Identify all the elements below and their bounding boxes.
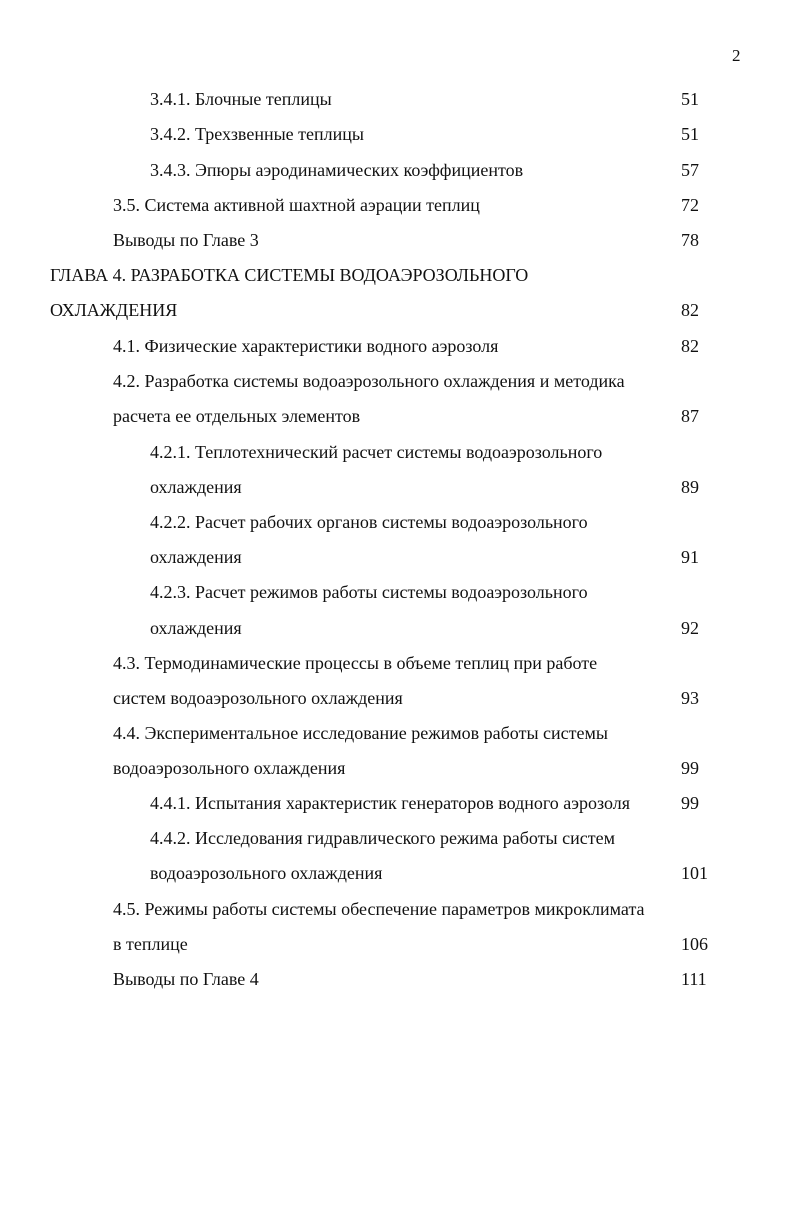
toc-page-4-4-1: 99	[681, 793, 699, 813]
toc-page-3-4-1: 51	[681, 89, 699, 109]
toc-chapter-4-title-line2: ОХЛАЖДЕНИЯ	[50, 300, 178, 320]
page-number: 2	[732, 46, 741, 65]
toc-page-conclusions-3: 78	[681, 230, 699, 250]
toc-entry-4-5-line1: 4.5. Режимы работы системы обеспечение параметров микроклимата	[113, 899, 645, 919]
toc-entry-4-2-2-line2: охлаждения	[150, 547, 242, 567]
toc-page-4-2-2: 91	[681, 547, 699, 567]
toc-entry-4-2-1-line2: охлаждения	[150, 477, 242, 497]
toc-entry-4-2-3-line2: охлаждения	[150, 618, 242, 638]
toc-entry-conclusions-4: Выводы по Главе 4	[113, 969, 259, 989]
toc-entry-3-5: 3.5. Система активной шахтной аэрации теплиц	[113, 195, 480, 215]
toc-entry-4-4-line2: водоаэрозольного охлаждения	[113, 758, 346, 778]
toc-page-4-4: 99	[681, 758, 699, 778]
toc-entry-4-2-1-line1: 4.2.1. Теплотехнический расчет системы водоаэрозольного	[150, 442, 603, 462]
toc-entry-3-4-3: 3.4.3. Эпюры аэродинамических коэффициентов	[150, 160, 524, 180]
toc-entry-4-4-1: 4.4.1. Испытания характеристик генераторов водного аэрозоля	[150, 793, 631, 813]
toc-page-4-4-2: 101	[681, 863, 708, 883]
toc-page-chapter-4: 82	[681, 300, 699, 320]
toc-entry-4-2-line2: расчета ее отдельных элементов	[113, 406, 361, 426]
toc-page-4-2-3: 92	[681, 618, 699, 638]
toc-chapter-4-title-line1: ГЛАВА 4. РАЗРАБОТКА СИСТЕМЫ ВОДОАЭРОЗОЛЬНОГО	[50, 265, 529, 285]
toc-entry-4-2-3-line1: 4.2.3. Расчет режимов работы системы водоаэрозольного	[150, 582, 588, 602]
toc-entry-4-1: 4.1. Физические характеристики водного аэрозоля	[113, 336, 499, 356]
toc-page-4-2-1: 89	[681, 477, 699, 497]
toc-entry-4-2-line1: 4.2. Разработка системы водоаэрозольного охлаждения и методика	[113, 371, 625, 391]
toc-entry-4-2-2-line1: 4.2.2. Расчет рабочих органов системы водоаэрозольного	[150, 512, 588, 532]
toc-page-4-3: 93	[681, 688, 699, 708]
toc-entry-4-3-line1: 4.3. Термодинамические процессы в объеме теплиц при работе	[113, 653, 598, 673]
toc-entry-4-3-line2: систем водоаэрозольного охлаждения	[113, 688, 403, 708]
toc-page-3-5: 72	[681, 195, 699, 215]
toc-page-4-2: 87	[681, 406, 699, 426]
toc-entry-3-4-1: 3.4.1. Блочные теплицы	[150, 89, 332, 109]
toc-entry-4-4-line1: 4.4. Экспериментальное исследование режимов работы системы	[113, 723, 608, 743]
toc-entry-conclusions-3: Выводы по Главе 3	[113, 230, 259, 250]
toc-entry-4-5-line2: в теплице	[113, 934, 188, 954]
toc-page-3-4-2: 51	[681, 124, 699, 144]
toc-page-3-4-3: 57	[681, 160, 699, 180]
toc-entry-4-4-2-line1: 4.4.2. Исследования гидравлического режима работы систем	[150, 828, 615, 848]
toc-entry-4-4-2-line2: водоаэрозольного охлаждения	[150, 863, 383, 883]
toc-page-conclusions-4: 111	[681, 969, 707, 989]
toc-page-4-1: 82	[681, 336, 699, 356]
toc-entry-3-4-2: 3.4.2. Трехзвенные теплицы	[150, 124, 364, 144]
toc-page-4-5: 106	[681, 934, 708, 954]
